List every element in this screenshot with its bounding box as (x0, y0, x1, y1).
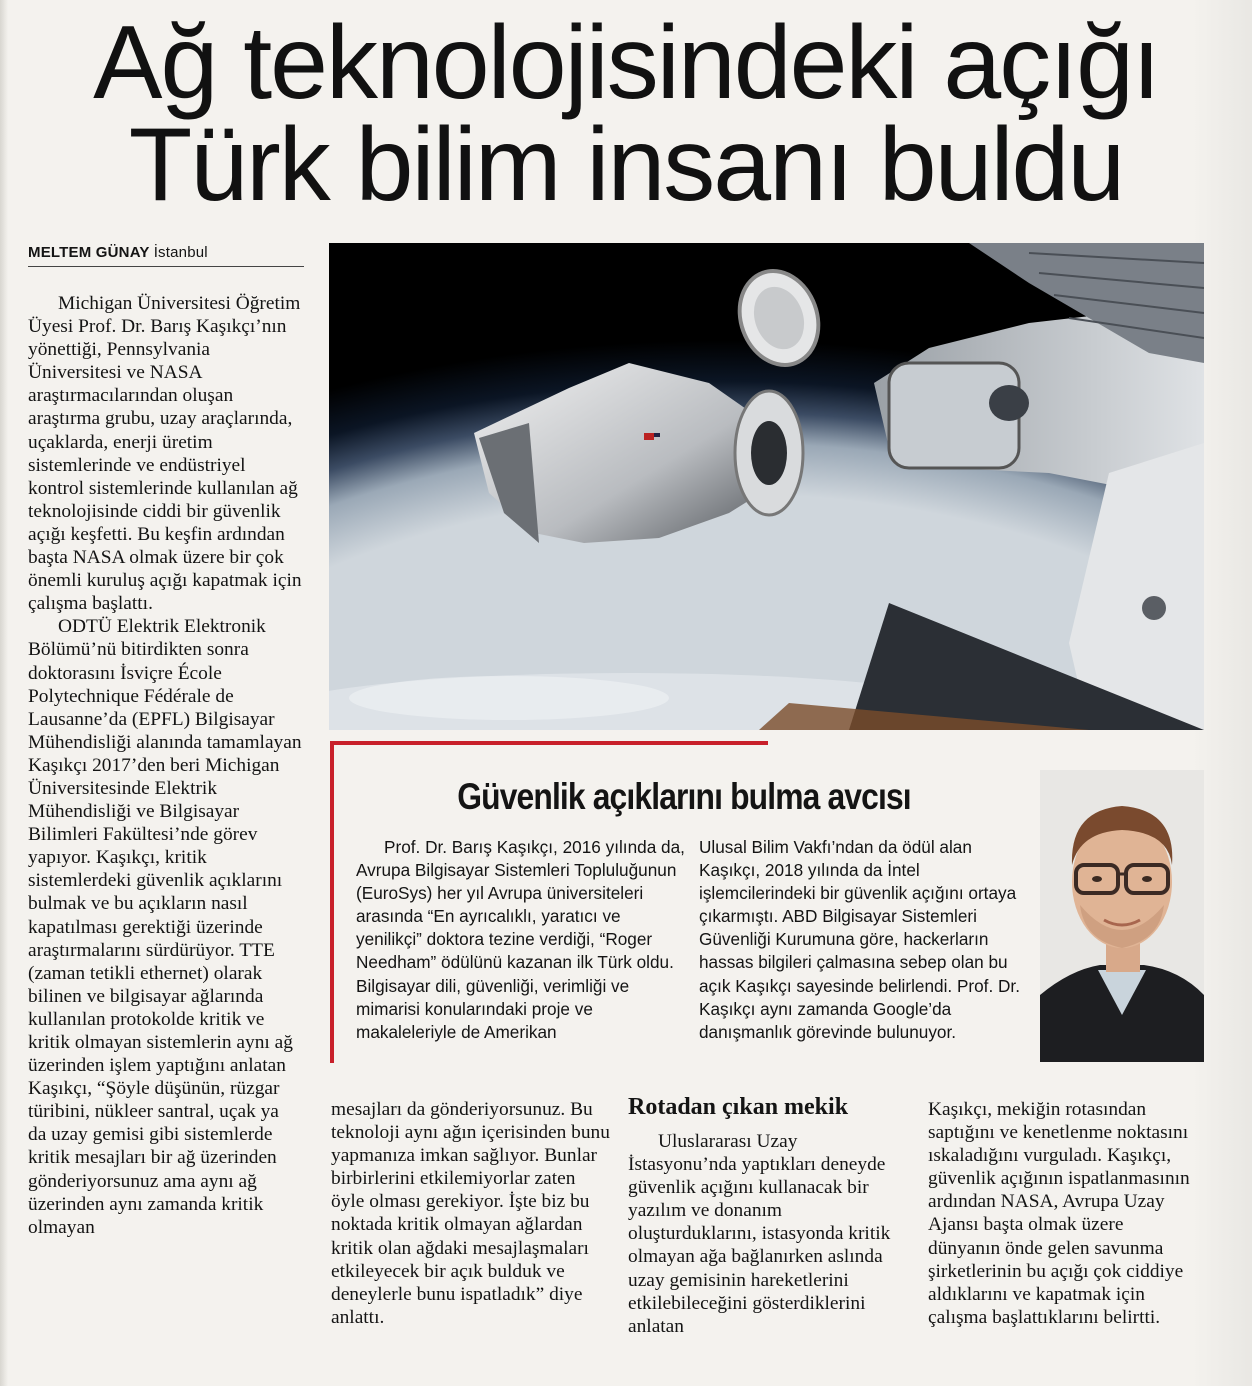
spacecraft-photo-illustration (329, 243, 1204, 730)
subheading: Rotadan çıkan mekik (628, 1094, 849, 1120)
article-body-column-1 (28, 292, 302, 1239)
byline (28, 244, 304, 267)
byline-author: MELTEM GÜNAY (28, 244, 150, 261)
sidebar-paragraph: Prof. Dr. Barış Kaşıkçı, 2016 yılında da, Avrupa Bilgisayar Sistemleri Topluluğunun (EuroSys) her yıl Avrupa üniversiteleri arasında “En ayrıcalıklı, yaratıcı ve yenilikçi” doktora tezine verdiği, “Roger Needham” ödülünü kazanan ilk Türk oldu. Bilgisayar dili, güvenliği, verimliği ve mimarisi konularındaki proje ve makaleleriyle de Amerikan (356, 837, 685, 1042)
body-paragraph: mesajları da gönderiyorsunuz. Bu teknoloji aynı ağın içerisinden bunu yapmanıza imkan sağlıyor. Bunlar birbirlerini etkilemiyorlar zaten öyle olması gerekiyor. İşte biz bu noktada kritik olmayan ağlardan kritik olan ağdaki mesajlaşmaları etkileyecek bir açık bulduk ve deneylerle bunu ispatladık” diye anlattı. (331, 1099, 610, 1328)
sidebar-column-2 (699, 836, 1031, 1044)
sidebar-paragraph: Ulusal Bilim Vakfı’ndan da ödül alan Kaşıkçı, 2018 yılında da İntel işlemcilerindeki bir güvenlik açığını ortaya çıkarmıştı. ABD Bilgisayar Sistemleri Güvenliği Kurumuna göre, hackerların hassas bilgileri çalmasına sebep olan bu açık Kaşıkçı sayesinde belirlendi. Prof. Dr. Kaşıkçı aynı zamanda Google’da danışmanlık görevinde bulunuyor. (699, 837, 1020, 1042)
article-body-column-3 (628, 1130, 904, 1338)
byline-city: İstanbul (153, 244, 208, 261)
article-body-column-4 (928, 1098, 1193, 1329)
spacecraft-docking-station-photo (329, 243, 1204, 730)
man-with-glasses-portrait (1040, 770, 1204, 1062)
headline-line-2: Türk bilim insanı buldu (128, 107, 1124, 223)
sidebar-accent-line-left (330, 741, 334, 1063)
article-headline (0, 5, 1252, 223)
body-paragraph: Kaşıkçı, mekiğin rotasından saptığını ve kenetlenme noktasını ıskaladığını vurguladı. Kaşıkçı, güvenlik açığının ispatlanmasının ardından NASA, Avrupa Uzay Ajansı başta olmak üzere dünyanın önde gelen savunma şirketlerinin bu açığı çok ciddiye aldıklarını ve kapatmak için çalışma başlattıklarını belirtti. (928, 1099, 1190, 1328)
article-body-column-2 (331, 1098, 613, 1329)
headline-line-1: Ağ teknolojisindeki açığı (93, 5, 1159, 121)
sidebar-accent-line-top (330, 741, 768, 745)
body-paragraph: Michigan Üniversitesi Öğretim Üyesi Prof. Dr. Barış Kaşıkçı’nın yönettiği, Pennsylvania Üniversitesi ve NASA araştırmacılarından oluşan araştırma grubu, uzay araçlarında, uçaklarda, enerji üretim sistemlerinde ve endüstriyel kontrol sistemlerinde kullanılan ağ teknolojisinde ciddi bir güvenlik açığı keşfetti. Bu keşfin ardından başta NASA olmak üzere bir çok önemli kuruluş açığı kapatmak için çalışma başlattı. (28, 293, 302, 615)
sidebar-title: Güvenlik açıklarını bulma avcısı (457, 776, 911, 817)
body-paragraph: ODTÜ Elektrik Elektronik Bölümü’nü bitirdikten sonra doktorasını İsviçre École Polytechnique Fédérale de Lausanne’da (EPFL) Bilgisayar Mühendisliği alanında tamamlayan Kaşıkçı 2017’den beri Michigan Üniversitesinde Elektrik Mühendisliği ve Bilgisayar Bilimleri Fakültesi’nde görev yapıyor. Kaşıkçı, kritik sistemlerdeki güvenlik açıklarını bulmak ve bu açıkların nasıl kapatılması gerektiği üzerinde araştırmalarını sürdürüyor. TTE (zaman tetikli ethernet) olarak bilinen ve bilgisayar ağlarında kullanılan protokolde kritik ve kritik olmayan sistemlerin aynı ağ üzerinden işlem yaptığını anlatan Kaşıkçı, “Şöyle düşünün, rüzgar türibini, nükleer santral, uçak ya da uzay gemisi gibi sistemlerde kritik mesajları bir ağ üzerinden gönderiyorsunuz ama aynı ağ üzerinden aynı zamanda kritik olmayan (28, 616, 302, 1238)
sidebar-column-1 (356, 836, 688, 1044)
portrait-illustration (1040, 770, 1204, 1062)
body-paragraph: Uluslararası Uzay İstasyonu’nda yaptıkları deneyde güvenlik açığını kullanacak bir yazılım ve donanım oluşturduklarını, istasyonda kritik olmayan ağa bağlanırken aslında uzay gemisinin hareketlerini etkilebileceğini gösterdiklerini anlatan (628, 1131, 891, 1337)
